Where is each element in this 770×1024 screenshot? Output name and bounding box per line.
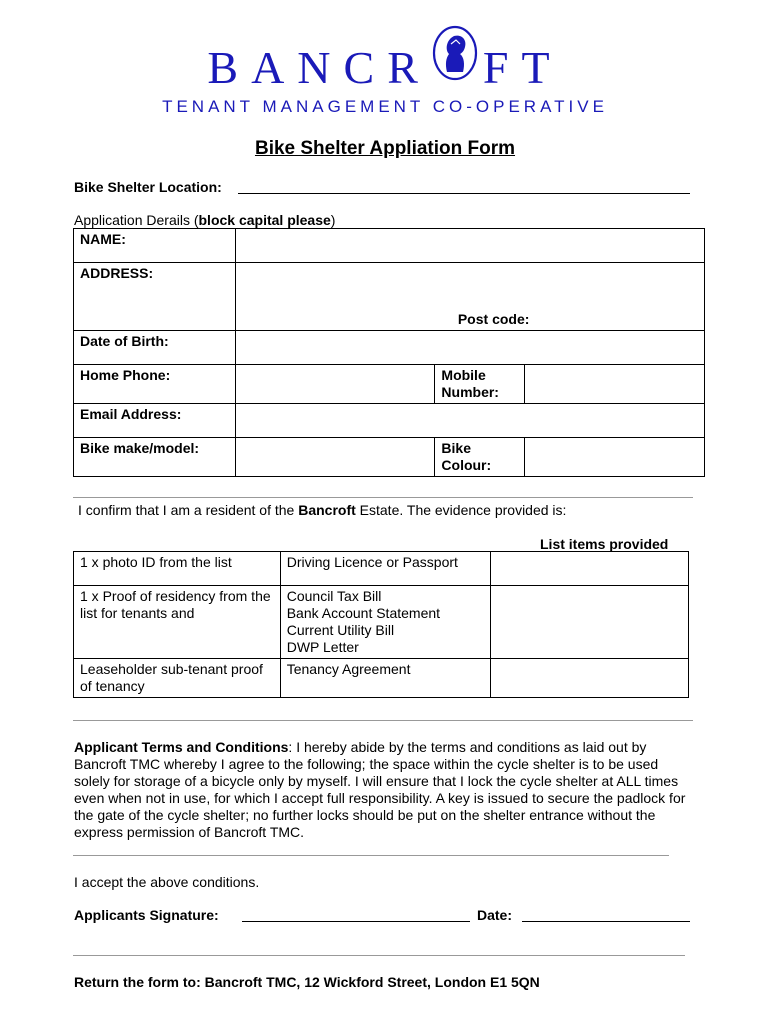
provided-field[interactable]	[491, 586, 689, 659]
terms-text: : I hereby abide by the terms and conditions as laid out by Bancroft TMC whereby I agree to the following; the space within the cycle shelter is to be used solely for storage of a bicycle only by myself. I will ensure that I lock the cycle shelter at ALL times even when not in use, for which I accept full responsibility. A key is issued to secure the padlock for the gate of the cycle shelter; no further locks should be put on the shelter entrance without the express permission of Bancroft TMC.	[74, 739, 686, 840]
location-label: Bike Shelter Location:	[74, 179, 222, 195]
bike-colour-label: Bike Colour:	[435, 438, 525, 477]
name-field[interactable]	[235, 229, 704, 263]
email-field[interactable]	[235, 404, 704, 438]
table-row	[74, 659, 689, 698]
confirm-text	[78, 502, 566, 518]
brand-left: BANCR	[207, 42, 431, 93]
details-suffix: )	[330, 212, 336, 228]
bike-colour-field[interactable]	[525, 438, 705, 477]
confirm-bold: Bancroft	[298, 502, 356, 518]
brand-wordmark	[0, 40, 770, 96]
evidence-table	[73, 551, 689, 698]
bike-model-label: Bike make/model:	[74, 438, 236, 477]
table-row	[74, 586, 689, 659]
table-row	[74, 404, 705, 438]
address-label: ADDRESS:	[74, 263, 236, 331]
details-table	[73, 228, 705, 477]
date-line[interactable]	[522, 921, 690, 922]
option-item: Council Tax Bill	[286, 588, 382, 604]
dob-field[interactable]	[235, 331, 704, 365]
option-item: DWP Letter	[286, 639, 359, 655]
details-heading	[74, 212, 335, 228]
requirement-cell: 1 x photo ID from the list	[74, 552, 281, 586]
option-item: Driving Licence or Passport	[286, 554, 458, 570]
option-item: Tenancy Agreement	[286, 661, 411, 677]
accept-text: I accept the above conditions.	[74, 874, 260, 890]
confirm-suffix: Estate. The evidence provided is:	[355, 502, 567, 518]
brand-right: FT	[482, 42, 563, 93]
options-cell	[280, 659, 491, 698]
requirement-cell: Leaseholder sub-tenant proof of tenancy	[74, 659, 281, 698]
options-cell	[280, 552, 491, 586]
details-bold: block capital please	[198, 212, 331, 228]
mobile-field[interactable]	[525, 365, 705, 404]
signature-label: Applicants Signature:	[74, 907, 219, 923]
crest-logo-icon	[429, 22, 481, 82]
divider	[73, 720, 693, 721]
name-label: NAME:	[74, 229, 236, 263]
email-label: Email Address:	[74, 404, 236, 438]
date-label: Date:	[477, 907, 513, 923]
postcode-label: Post code:	[457, 311, 530, 327]
table-row	[74, 552, 689, 586]
details-prefix: Application Derails (	[74, 212, 199, 228]
option-item: Current Utility Bill	[286, 622, 395, 638]
signature-line[interactable]	[242, 921, 470, 922]
option-item: Bank Account Statement	[286, 605, 441, 621]
table-row	[74, 229, 705, 263]
terms-heading: Applicant Terms and Conditions	[74, 739, 289, 755]
divider	[73, 855, 669, 856]
home-phone-label: Home Phone:	[74, 365, 236, 404]
form-title: Bike Shelter Appliation Form	[254, 138, 516, 159]
bike-model-field[interactable]	[235, 438, 435, 477]
home-phone-field[interactable]	[235, 365, 435, 404]
requirement-cell: 1 x Proof of residency from the list for tenants and	[74, 586, 281, 659]
location-line[interactable]	[238, 193, 690, 194]
table-row	[74, 438, 705, 477]
dob-label: Date of Birth:	[74, 331, 236, 365]
table-row	[74, 331, 705, 365]
divider	[73, 955, 685, 956]
provided-field[interactable]	[491, 659, 689, 698]
confirm-prefix: I confirm that I am a resident of the	[78, 502, 299, 518]
terms-paragraph	[74, 739, 694, 841]
table-row	[74, 263, 705, 331]
divider	[73, 497, 693, 498]
table-row	[74, 365, 705, 404]
list-items-header: List items provided	[540, 536, 669, 552]
mobile-label: Mobile Number:	[435, 365, 525, 404]
provided-field[interactable]	[491, 552, 689, 586]
address-field[interactable]	[235, 263, 704, 331]
brand-subtitle: TENANT MANAGEMENT CO-OPERATIVE	[162, 97, 608, 116]
options-cell	[280, 586, 491, 659]
return-address: Return the form to: Bancroft TMC, 12 Wickford Street, London E1 5QN	[74, 974, 540, 990]
